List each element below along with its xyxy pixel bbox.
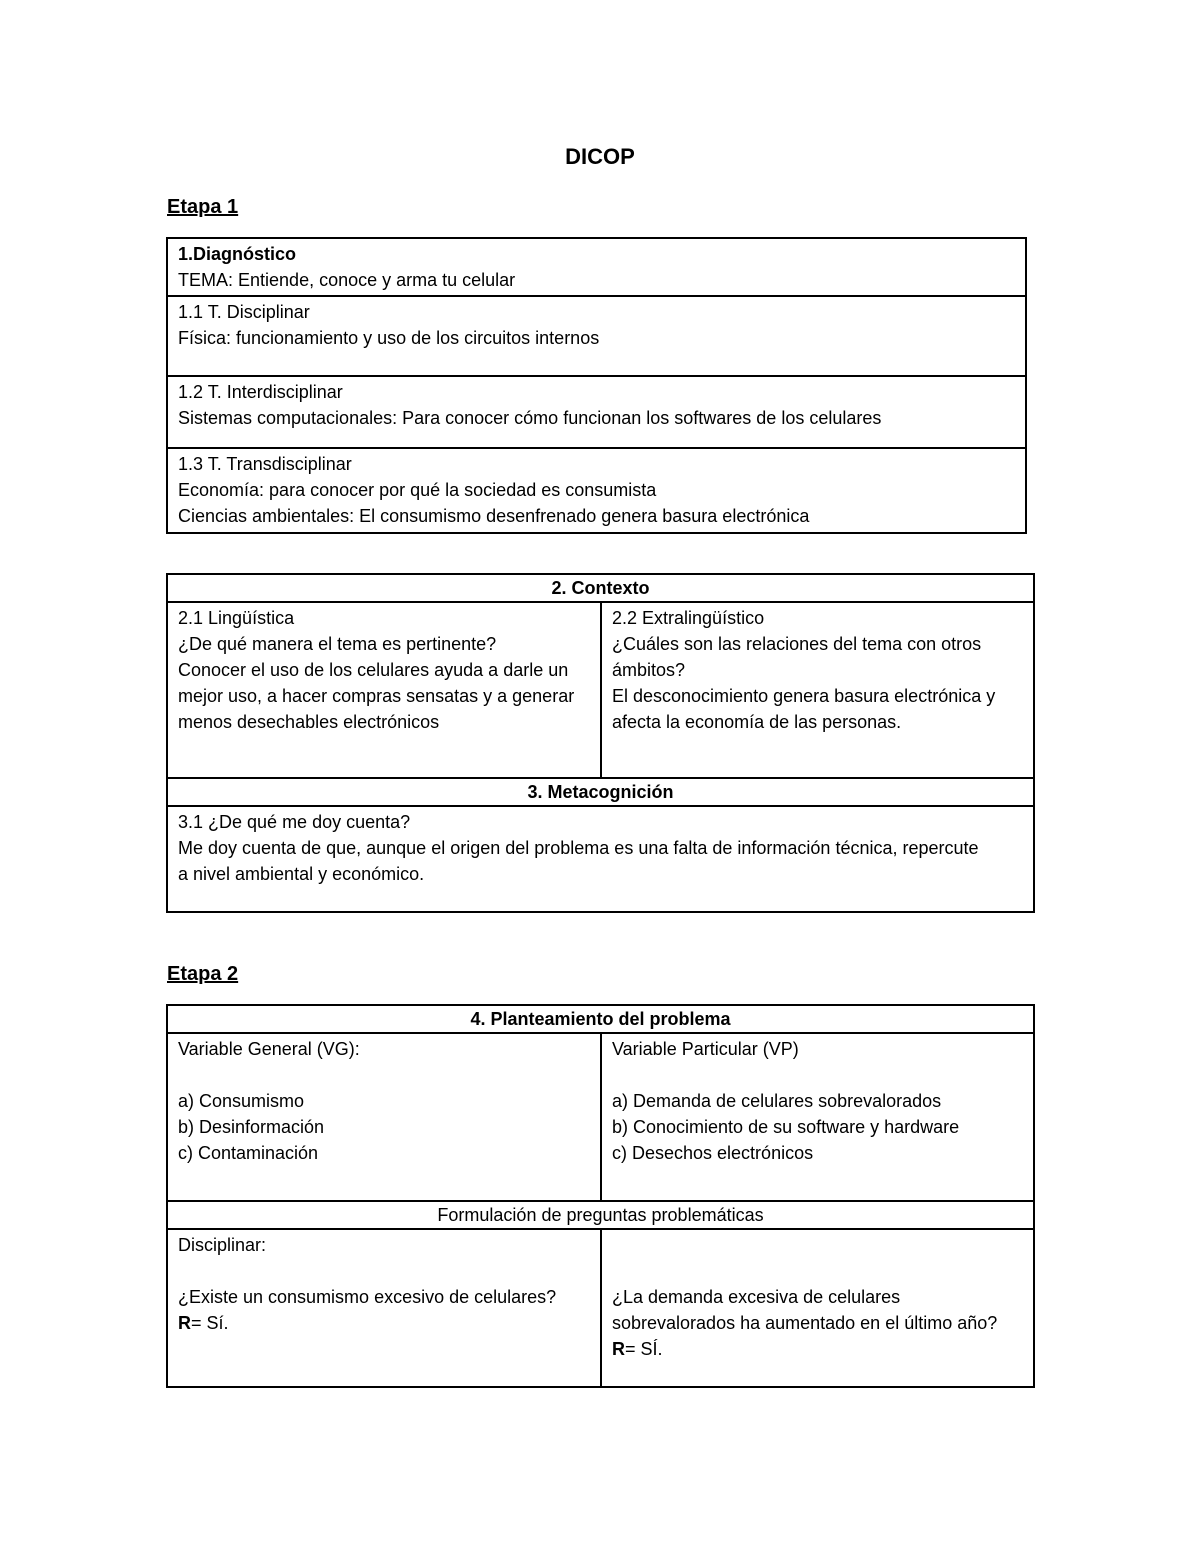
tema-text: Entiende, conoce y arma tu celular [233,270,516,290]
stage-2-heading: Etapa 2 [167,963,239,985]
disciplinar-question: ¿Existe un consumismo excesivo de celulares? [178,1287,557,1307]
variable-particular-item: c) Desechos electrónicos [612,1143,814,1163]
disciplinar-text: funcionamiento y uso de los circuitos internos [231,328,600,348]
disciplinar-cell [167,296,1026,376]
document-title: DICOP [565,144,635,169]
interdisciplinar-field: Sistemas computacionales: [178,408,398,428]
tema-line [178,267,1015,293]
extralinguistico-heading: 2.2 Extralingüístico [612,608,765,628]
variables-row [167,1033,1034,1201]
interdisciplinar-line [178,405,1015,431]
disciplinar-field: Física: [178,328,232,348]
variable-general-cell [167,1033,601,1201]
planteamiento-table [166,1004,1035,1388]
transdisciplinar-text-2: El consumismo desenfrenado genera basura electrónica [354,506,810,526]
metacognicion-cell [167,806,1034,912]
transdisciplinar-field-1: Economía: [178,480,265,500]
linguistica-heading: 2.1 Lingüística [178,608,295,628]
variable-general-label: Variable General (VG): [178,1039,360,1059]
stage-1-heading: Etapa 1 [167,196,239,218]
variable-general-item: b) Desinformación [178,1117,325,1137]
answer-text: = Sí. [191,1313,229,1333]
disciplinar-row [167,296,1026,376]
metacognicion-content-row [167,806,1034,912]
answer-text: = SÍ. [625,1339,663,1359]
diagnostico-heading: 1.Diagnóstico [178,244,297,264]
transdisciplinar-row [167,448,1026,533]
diagnostico-row [167,238,1026,296]
variable-particular-cell [601,1033,1034,1201]
formulacion-left-cell [167,1229,601,1387]
transdisciplinar-cell [167,448,1026,533]
variable-particular-item: a) Demanda de celulares sobrevalorados [612,1091,942,1111]
transdisciplinar-field-2: Ciencias ambientales: [178,506,355,526]
right-question: ¿La demanda excesiva de celulares sobrevalorados ha aumentado en el último año? [612,1287,998,1333]
contexto-heading: 2. Contexto [167,574,1034,602]
formulacion-header-row [167,1201,1034,1229]
tema-label: TEMA: [178,270,234,290]
answer-label: R [612,1339,625,1359]
metacognicion-answer: Me doy cuenta de que, aunque el origen del problema es una falta de información técnica, repercute a nivel ambiental y económico. [178,838,979,884]
formulacion-right-cell [601,1229,1034,1387]
disciplinar-line [178,325,1015,351]
disciplinar-label: Disciplinar: [178,1235,267,1255]
answer-label: R [178,1313,191,1333]
planteamiento-heading: 4. Planteamiento del problema [167,1005,1034,1033]
transdisciplinar-heading: 1.3 T. Transdisciplinar [178,454,352,474]
extralinguistico-answer: El desconocimiento genera basura electrónica y afecta la economía de las personas. [612,686,996,732]
interdisciplinar-text: Para conocer cómo funcionan los softwares de los celulares [397,408,882,428]
variable-particular-label: Variable Particular (VP) [612,1039,799,1059]
disciplinar-heading: 1.1 T. Disciplinar [178,302,310,322]
diagnostico-cell [167,238,1026,296]
transdisciplinar-line-2 [178,503,1015,529]
variable-general-item: a) Consumismo [178,1091,305,1111]
interdisciplinar-cell [167,376,1026,448]
variable-general-item: c) Contaminación [178,1143,319,1163]
extralinguistico-cell [601,602,1034,778]
transdisciplinar-text-1: para conocer por qué la sociedad es consumista [264,480,657,500]
formulacion-heading: Formulación de preguntas problemáticas [167,1201,1034,1229]
diagnostico-table [166,237,1027,534]
variable-particular-item: b) Conocimiento de su software y hardware [612,1117,960,1137]
formulacion-content-row [167,1229,1034,1387]
contexto-header-row [167,574,1034,602]
interdisciplinar-row [167,376,1026,448]
linguistica-answer: Conocer el uso de los celulares ayuda a darle un mejor uso, a hacer compras sensatas y a generar menos desechables electrónicos [178,660,575,732]
interdisciplinar-heading: 1.2 T. Interdisciplinar [178,382,343,402]
disciplinar-answer [178,1310,590,1336]
metacognicion-heading: 3. Metacognición [167,778,1034,806]
metacognicion-question: 3.1 ¿De qué me doy cuenta? [178,812,411,832]
planteamiento-header-row [167,1005,1034,1033]
right-answer [612,1336,1023,1362]
linguistica-cell [167,602,601,778]
contexto-content-row [167,602,1034,778]
metacognicion-header-row [167,778,1034,806]
contexto-table [166,573,1035,913]
extralinguistico-question: ¿Cuáles son las relaciones del tema con otros ámbitos? [612,634,982,680]
linguistica-question: ¿De qué manera el tema es pertinente? [178,634,497,654]
transdisciplinar-line-1 [178,477,1015,503]
